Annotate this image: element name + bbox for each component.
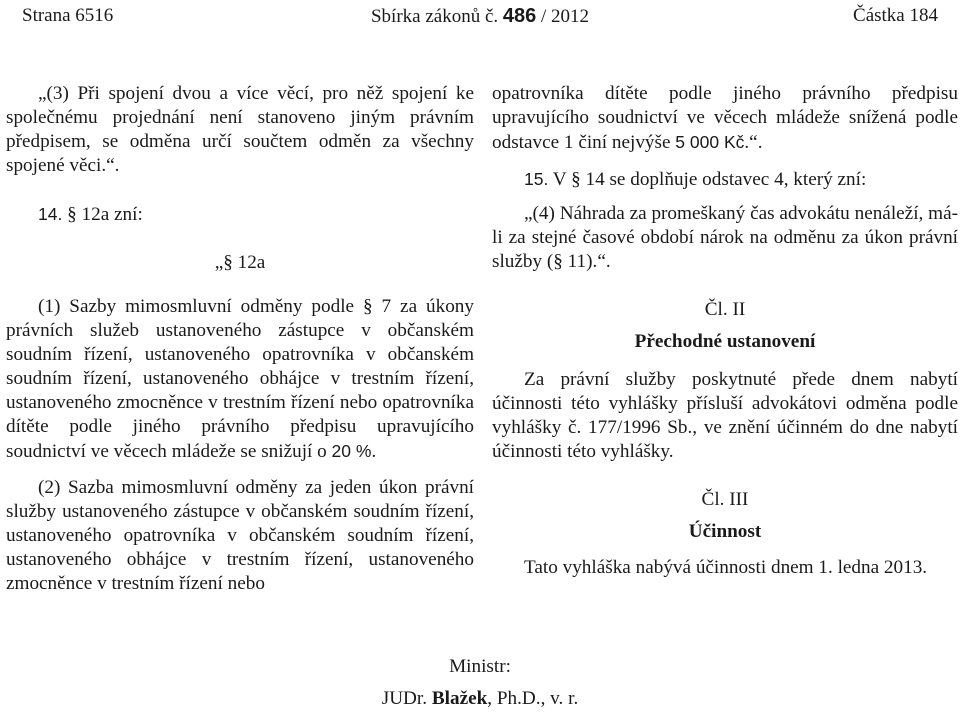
page-number: Strana 6516 [22,5,114,26]
paragraph-3-quote: „(3) Při spojení dvou a více věcí, pro něž spojení ke společnému projednání není stanoveno jiným právním předpisem, se odměna určí součtem odměn za všechny spojené věci.“. [6,83,474,176]
right-column [492,82,958,580]
point-15 [492,167,958,192]
paragraph-2-rate: (2) Sazba mimosmluvní odměny za jeden úkon právní služby ustanoveného zástupce v občanském soudním řízení, ustanoveného opatrovníka v občanském soudním řízení, ustanoveného obhájce v trestním řízení, ustanoveného zmocněnce v trestním řízení nebo [6,477,474,594]
paragraph-1-text: (1) Sazby mimosmluvní odměny podle § 7 za úkony právních služeb ustanoveného zástupce v občanském soudním řízení, ustanoveného opatrovníka v občanském soudním řízení, ustanoveného obhájce v trestním řízení, ustanoveného zmocněnce v trestním řízení nebo opatrovníka dítěte podle jiného právního předpisu upravujícího soudnictví ve věcech mládeže se snižují o [6,296,474,462]
signature-surname: Blažek [431,688,488,709]
article-3-text: Tato vyhláška nabývá účinnosti dnem 1. ledna 2013. [524,557,928,578]
point-14 [6,202,474,227]
point-15-text: V § 14 se doplňuje odstavec 4, který zní: [548,169,867,190]
article-2-heading: Přechodné ustanovení [634,331,816,352]
article-3-title: Čl. III [701,489,749,510]
point-14-text: § 12a zní: [67,204,143,225]
left-column [6,82,474,596]
collection-suffix: / 2012 [536,6,590,27]
signature-title: Ministr: [449,656,511,677]
paragraph-continuation [492,82,958,155]
page-header [0,0,960,34]
signature-name-prefix: JUDr. [381,688,432,709]
reduction-percentage: 20 % [331,441,372,461]
collection-prefix: Sbírka zákonů č. [370,6,503,27]
point-15-number: 15. [524,169,549,189]
article-3-heading: Účinnost [688,521,762,542]
continuation-end: .“. [744,132,763,153]
continuation-text: opatrovníka dítěte podle jiného právního předpisu upravujícího soudnictví ve věcech mládeže snížená podle odstavce 1 činí nejvýše [492,83,958,153]
article-2-title: Čl. II [704,299,746,320]
article-2-text: Za právní služby poskytnuté přede dnem nabytí účinnosti této vyhlášky přísluší advokátovi odměna podle vyhlášky č. 177/1996 Sb., ve znění účinném do dne nabytí účinnosti této vyhlášky. [492,369,958,462]
part-number: Částka 184 [853,5,938,26]
paragraph-1-rates [6,295,474,464]
collection-number: 486 [502,5,537,27]
point-14-number: 14. [38,204,63,224]
max-amount: 5 000 Kč [675,132,745,152]
section-12a-heading: „§ 12a [214,252,266,273]
signature-name [0,688,960,710]
collection-reference [0,5,960,28]
paragraph-4-quote: „(4) Náhrada za promeškaný čas advokátu nenáleží, má-li za stejné časové období nárok na odměnu za úkon právní služby (§ 11).“. [492,203,958,272]
signature-name-suffix: , Ph.D., v. r. [487,688,579,709]
paragraph-1-end: . [371,441,377,462]
